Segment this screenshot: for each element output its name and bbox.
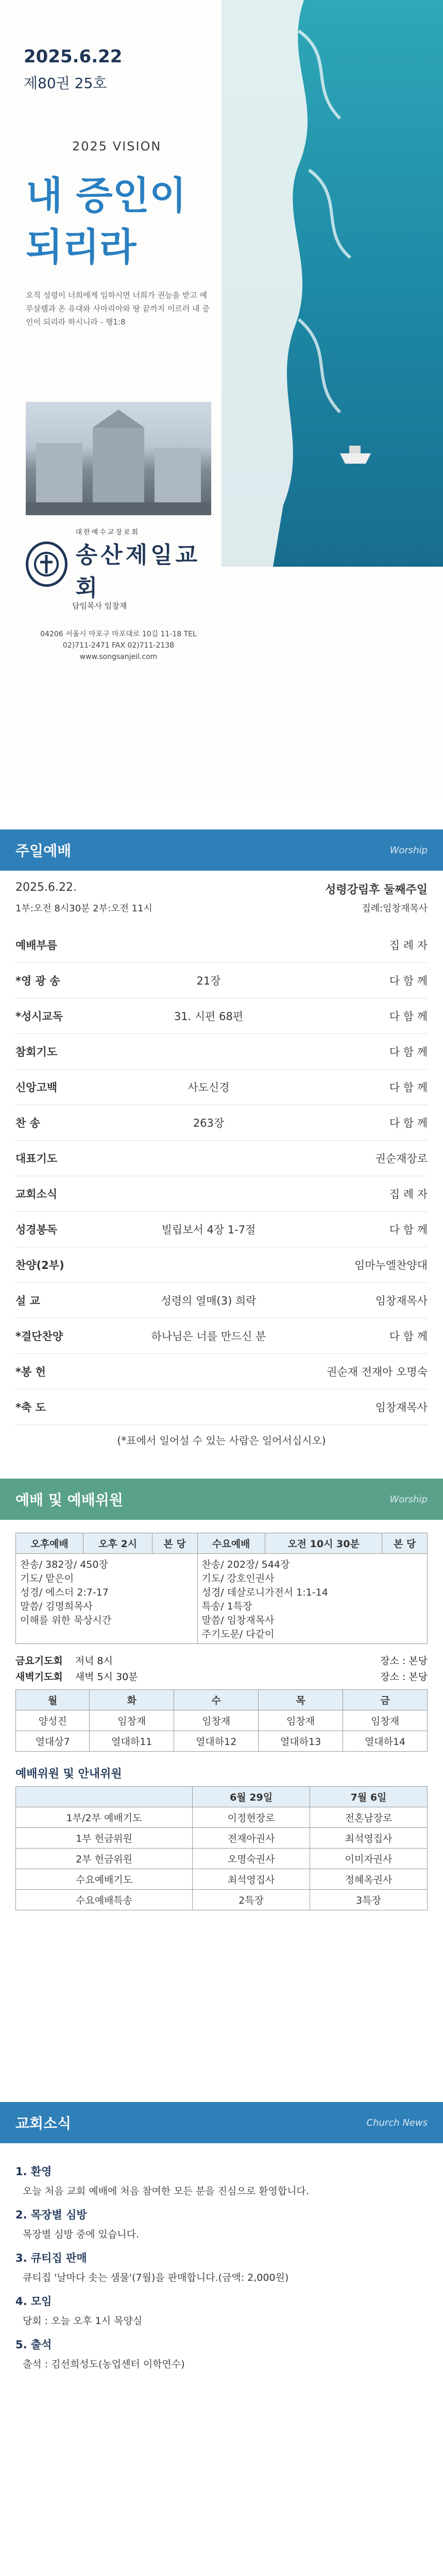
order-person: 권순재 전재아 오명숙 bbox=[327, 1366, 428, 1378]
worship-note: (*표에서 일어설 수 있는 사람은 일어서십시오) bbox=[117, 1434, 326, 1447]
news-item-title: 4. 모임 bbox=[15, 2295, 52, 2308]
worship-order-row bbox=[15, 1318, 428, 1354]
vision-title-line-2: 되리라 bbox=[26, 225, 137, 269]
worship-times: 1부:오전 8시30분 2부:오전 11시 bbox=[15, 903, 152, 914]
order-label: *성시교독 bbox=[15, 1010, 63, 1023]
news-section-title: 교회소식 bbox=[15, 2115, 72, 2132]
senior-pastor: 담임목사 임창재 bbox=[72, 601, 127, 611]
order-label: 예배부름 bbox=[15, 939, 58, 952]
order-person: 다 함 께 bbox=[389, 1224, 428, 1236]
order-label: 신앙고백 bbox=[15, 1081, 58, 1094]
vision-label: 2025 VISION bbox=[72, 139, 162, 154]
worship-order-row bbox=[15, 963, 428, 998]
order-person: 다 함 께 bbox=[389, 1330, 428, 1343]
vision-description: 오직 성령이 너희에게 임하시면 너희가 권능을 받고 예루살렘과 온 유대와 사마리아와 땅 끝까지 이르러 내 증인이 되리라 하시니라 - 행1:8 bbox=[26, 291, 210, 327]
worship-order-row bbox=[15, 1105, 428, 1141]
order-content: 성령의 열매(3) 희락 bbox=[161, 1295, 257, 1307]
news-section-en: Church News bbox=[366, 2117, 428, 2128]
weekday-header: 목 bbox=[259, 1690, 343, 1710]
news-item-body: 출석 : 김선희성도(농업센터 이학연수) bbox=[23, 2359, 185, 2370]
order-label: 교회소식 bbox=[15, 1188, 58, 1200]
order-person: 집 례 자 bbox=[389, 939, 428, 952]
committee-cell: 최석영집사 bbox=[310, 1828, 428, 1849]
table-row bbox=[16, 1869, 428, 1890]
news-item-body: 큐티집 '날마다 솟는 샘물'(7월)을 판매합니다.(금액: 2,000원) bbox=[23, 2272, 289, 2283]
weekday-header: 수 bbox=[174, 1690, 259, 1710]
wednesday-service-place: 본 당 bbox=[382, 1533, 428, 1554]
worship-info bbox=[15, 881, 428, 914]
weekday-header: 월 bbox=[16, 1690, 90, 1710]
committee-cell: 2특장 bbox=[193, 1890, 310, 1910]
dawn-prayer-time: 새벽 5시 30분 bbox=[75, 1671, 138, 1683]
list-item: 찬송/ 382장/ 450장 bbox=[20, 1559, 108, 1570]
order-label: 대표기도 bbox=[15, 1153, 58, 1165]
order-person: 다 함 께 bbox=[389, 1046, 428, 1058]
order-content: 21장 bbox=[196, 975, 221, 987]
committee-cell: 전재아권사 bbox=[193, 1828, 310, 1849]
list-item: 성경/ 데살로니가전서 1:1-14 bbox=[201, 1587, 328, 1598]
worship-order-row bbox=[15, 1034, 428, 1070]
worship-section-title: 주일예배 bbox=[15, 842, 72, 859]
worship-section-en: Worship bbox=[389, 844, 428, 856]
service-schedule bbox=[15, 1533, 428, 1910]
worship-order-row bbox=[15, 1354, 428, 1389]
denomination-label: 대한예수교장로회 bbox=[75, 528, 140, 536]
order-content: 하나님은 너를 만드신 분 bbox=[151, 1330, 266, 1343]
order-person: 임창재목사 bbox=[375, 1295, 428, 1307]
wednesday-service-time: 오전 10시 30분 bbox=[265, 1533, 382, 1554]
weekday-leader: 임창재 bbox=[174, 1710, 259, 1731]
weekday-scripture: 열대하14 bbox=[343, 1731, 428, 1752]
worship-date: 2025.6.22. bbox=[15, 881, 77, 894]
friday-prayer-place: 장소 : 본당 bbox=[380, 1655, 428, 1667]
friday-prayer-title: 금요기도회 bbox=[15, 1655, 63, 1667]
order-content: 빌립보서 4장 1-7절 bbox=[161, 1224, 256, 1236]
afternoon-service-order bbox=[16, 1554, 198, 1644]
afternoon-service-time: 오후 2시 bbox=[83, 1533, 152, 1554]
order-person: 다 함 께 bbox=[389, 975, 428, 987]
worship-order-row bbox=[15, 998, 428, 1034]
news-item-title: 5. 출석 bbox=[15, 2338, 52, 2351]
church-logo bbox=[26, 528, 211, 601]
sea-image bbox=[222, 0, 443, 567]
sea-illustration bbox=[222, 0, 443, 567]
order-content: 사도신경 bbox=[188, 1081, 230, 1094]
list-item: 기도/ 강호인권사 bbox=[201, 1573, 275, 1584]
table-row bbox=[16, 1828, 428, 1849]
vision-title-line-1: 내 증인이 bbox=[26, 174, 186, 218]
services-section-header bbox=[0, 1479, 443, 1520]
cover-section bbox=[0, 0, 443, 799]
worship-order-row bbox=[15, 1389, 428, 1425]
weekday-scripture: 열대하13 bbox=[259, 1731, 343, 1752]
committee-cell: 이미자권사 bbox=[310, 1849, 428, 1869]
list-item: 성경/ 에스더 2:7-17 bbox=[20, 1587, 109, 1598]
wednesday-service-title: 수요예배 bbox=[197, 1533, 265, 1554]
dawn-prayer-place: 장소 : 본당 bbox=[380, 1671, 428, 1683]
table-row bbox=[16, 1807, 428, 1828]
worship-order-row bbox=[15, 1247, 428, 1283]
committee-table bbox=[15, 1786, 428, 1910]
order-person: 임마누엘찬양대 bbox=[354, 1259, 428, 1272]
prayer-meetings bbox=[15, 1653, 428, 1683]
list-item: 특송/ 1특장 bbox=[201, 1601, 252, 1612]
worship-theme: 성령강림후 둘째주일 bbox=[325, 884, 428, 896]
list-item: 말씀/ 임창재목사 bbox=[201, 1615, 275, 1626]
bulletin-date: 2025.6.22 bbox=[24, 46, 123, 67]
committee-header: 7월 6일 bbox=[310, 1787, 428, 1807]
weekday-leader: 임창재 bbox=[90, 1710, 174, 1731]
committee-cell: 수요예배특송 bbox=[16, 1890, 193, 1910]
order-person: 집 례 자 bbox=[389, 1188, 428, 1200]
afternoon-service-place: 본 당 bbox=[152, 1533, 197, 1554]
church-building-icon bbox=[26, 402, 211, 515]
weekday-scripture: 열대하12 bbox=[174, 1731, 259, 1752]
news-item-body: 오늘 처음 교회 예배에 처음 참여한 모든 분을 진심으로 환영합니다. bbox=[23, 2185, 309, 2197]
order-label: 찬양(2부) bbox=[15, 1259, 64, 1272]
order-label: 성경봉독 bbox=[15, 1224, 58, 1236]
committee-cell: 정혜옥권사 bbox=[310, 1869, 428, 1890]
committee-cell: 최석영집사 bbox=[193, 1869, 310, 1890]
committee-header: 6월 29일 bbox=[193, 1787, 310, 1807]
worship-order-row bbox=[15, 1283, 428, 1318]
worship-order-row bbox=[15, 1141, 428, 1176]
worship-leader: 집례:임창재목사 bbox=[362, 903, 428, 914]
dawn-prayer-title: 새벽기도회 bbox=[15, 1671, 63, 1683]
order-content: 31. 시편 68편 bbox=[174, 1010, 244, 1023]
weekday-leader: 양성진 bbox=[16, 1710, 90, 1731]
committee-cell: 전혼남장로 bbox=[310, 1807, 428, 1828]
church-emblem-icon bbox=[26, 541, 67, 587]
dawn-prayer-table bbox=[15, 1689, 428, 1752]
service-table bbox=[15, 1533, 428, 1644]
committee-header bbox=[16, 1787, 193, 1807]
order-person: 다 함 께 bbox=[389, 1010, 428, 1023]
order-person: 임창재목사 bbox=[375, 1401, 428, 1414]
committee-cell: 1부/2부 예배기도 bbox=[16, 1807, 193, 1828]
committee-cell: 이정현장로 bbox=[193, 1807, 310, 1828]
worship-order-row bbox=[15, 1212, 428, 1247]
order-label: *영 광 송 bbox=[15, 975, 60, 987]
weekday-scripture: 열대상7 bbox=[16, 1731, 90, 1752]
news-item-title: 2. 목장별 심방 bbox=[15, 2209, 87, 2221]
list-item: 이해를 위한 묵상시간 bbox=[20, 1615, 112, 1626]
worship-section-header bbox=[0, 829, 443, 871]
committee-cell: 2부 헌금위원 bbox=[16, 1849, 193, 1869]
news-item-title: 1. 환영 bbox=[15, 2165, 52, 2178]
church-address: 04206 서울시 마포구 마포대로 10길 11-18 TEL 02)711-2471 FAX 02)711-2138 www.songsanjeil.com bbox=[40, 630, 197, 661]
news-list bbox=[15, 2156, 428, 2375]
news-item-body: 당회 : 오늘 오후 1시 목양실 bbox=[23, 2315, 143, 2327]
wednesday-service-order bbox=[197, 1554, 427, 1644]
news-item-title: 3. 큐티집 판매 bbox=[15, 2252, 87, 2264]
committee-title: 예배위원 및 안내위원 bbox=[15, 1768, 122, 1781]
worship-order-row bbox=[15, 1176, 428, 1212]
worship-order-row bbox=[15, 927, 428, 963]
friday-prayer-time: 저녁 8시 bbox=[75, 1655, 113, 1667]
weekday-header: 화 bbox=[90, 1690, 174, 1710]
order-label: 설 교 bbox=[15, 1295, 40, 1307]
list-item: 기도/ 맡은이 bbox=[20, 1573, 74, 1584]
table-row bbox=[16, 1890, 428, 1910]
vision-title bbox=[26, 170, 222, 273]
weekday-scripture: 열대하11 bbox=[90, 1731, 174, 1752]
order-person: 다 함 께 bbox=[389, 1117, 428, 1129]
committee-cell: 오명숙권사 bbox=[193, 1849, 310, 1869]
committee-cell: 3특장 bbox=[310, 1890, 428, 1910]
order-content: 263장 bbox=[193, 1117, 225, 1129]
order-label: 참회기도 bbox=[15, 1046, 58, 1058]
order-label: 찬 송 bbox=[15, 1117, 40, 1129]
committee-cell: 수요예배기도 bbox=[16, 1869, 193, 1890]
bulletin-issue: 제80권 25호 bbox=[24, 75, 107, 92]
order-person: 권순재장로 bbox=[375, 1153, 428, 1165]
weekday-leader: 임창재 bbox=[259, 1710, 343, 1731]
order-label: *결단찬양 bbox=[15, 1330, 63, 1343]
services-section-title: 예배 및 예배위원 bbox=[15, 1492, 123, 1509]
weekday-header: 금 bbox=[343, 1690, 428, 1710]
worship-order-list bbox=[15, 927, 428, 1425]
list-item: 말씀/ 김명희목사 bbox=[20, 1601, 93, 1612]
table-row bbox=[16, 1849, 428, 1869]
church-name: 송산제일교회 bbox=[75, 541, 201, 601]
news-item-body: 목장별 심방 중에 있습니다. bbox=[23, 2229, 140, 2240]
afternoon-service-title: 오후예배 bbox=[16, 1533, 83, 1554]
worship-order-row bbox=[15, 1070, 428, 1105]
order-person: 다 함 께 bbox=[389, 1081, 428, 1094]
list-item: 주기도문/ 다같이 bbox=[201, 1629, 275, 1640]
services-section-en: Worship bbox=[389, 1494, 428, 1505]
committee-cell: 1부 헌금위원 bbox=[16, 1828, 193, 1849]
weekday-leader: 임창재 bbox=[343, 1710, 428, 1731]
order-label: *봉 헌 bbox=[15, 1366, 46, 1378]
order-label: *축 도 bbox=[15, 1401, 46, 1414]
church-photo bbox=[26, 402, 211, 515]
news-section-header bbox=[0, 2102, 443, 2143]
list-item: 찬송/ 202장/ 544장 bbox=[201, 1559, 290, 1570]
